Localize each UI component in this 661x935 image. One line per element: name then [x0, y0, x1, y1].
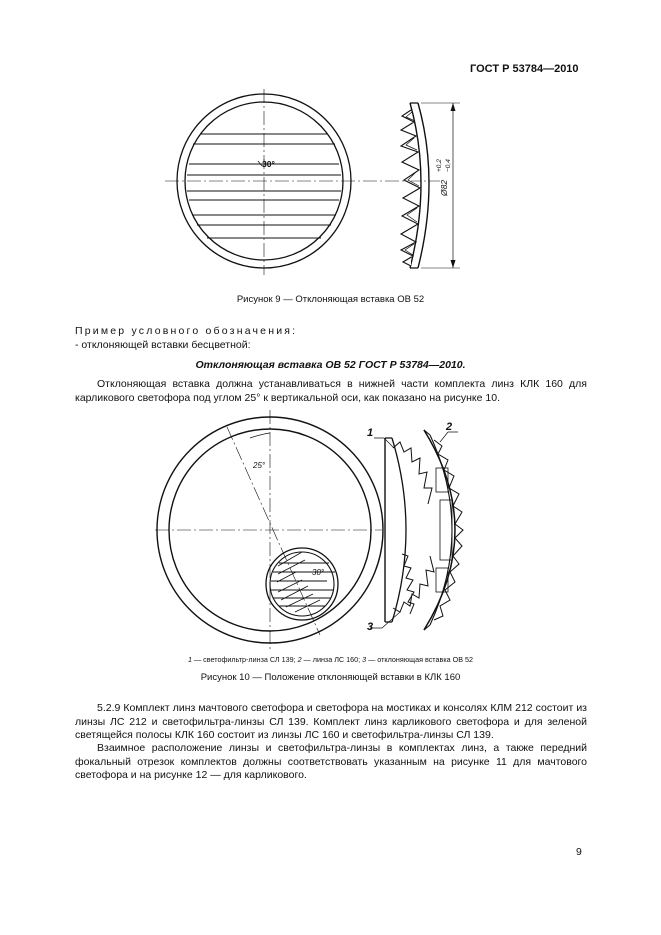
figure9-dimension-label: Ø82: [439, 179, 449, 196]
legend-number-1: 1: [187, 655, 192, 664]
figure10-front-view: [155, 410, 383, 650]
figure10-callout-2: 2: [446, 421, 453, 433]
figure10-side-view: [370, 430, 463, 630]
figure9-angle-label: 30°: [262, 159, 275, 169]
paragraph-installation: Отклоняющая вставка должна устанавливаться в нижней части комплекта линз КЛК 160 для карликового светофора под углом 25° к вертикальной оси, как показано на рисунке 10.: [75, 378, 587, 404]
legend-text-1: — светофильтр-линза СЛ 139;: [191, 655, 298, 664]
figure9-tolerance-lower: −0,4: [445, 159, 452, 172]
figure10-caption: Рисунок 10 — Положение отклоняющей вставки в КЛК 160: [200, 672, 461, 683]
example-designation: Отклоняющая вставка ОВ 52 ГОСТ Р 53784—2010.: [195, 359, 466, 371]
figure10-angle-30-label: 30°: [312, 568, 325, 577]
figure9-caption: Рисунок 9 — Отклоняющая вставка ОВ 52: [236, 294, 425, 305]
page-number: 9: [576, 846, 582, 858]
figure10-callout-1: 1: [367, 427, 374, 439]
example-item: - отклоняющей вставки бесцветной:: [75, 339, 251, 351]
document-header: ГОСТ Р 53784—2010: [470, 63, 579, 75]
paragraph-5-2-9: 5.2.9 Комплект линз мачтового светофора и светофора на мостиках и консолях КЛМ 212 состоит из линзы ЛС 212 и светофильтра-линзы СЛ 139. Комплект линз карликового светофора и для зеленой светящейся полосы КЛК 160 состоит из линзы ЛС 160 и светофильтра-линзы СЛ 139.: [75, 702, 587, 741]
legend-number-2: 2: [297, 655, 302, 664]
paragraph-arrangement: Взаимное расположение линзы и светофильтра-линзы в комплектах линз, а также передний фокальный отрезок комплектов должны соответствовать указанным на рисунке 11 для мачтового светофора и на рисунке 12 — для карликового.: [75, 742, 587, 781]
figure10-legend: [0, 655, 661, 664]
figure10-angle-25-label: 25°: [253, 461, 266, 470]
figure9-tolerance-upper: +0,2: [436, 159, 443, 172]
example-heading: Пример условного обозначения:: [75, 325, 298, 337]
figure9-front-view: [165, 89, 440, 275]
figure10-callout-3: 3: [367, 621, 374, 633]
legend-text-3: — отклоняющая вставка ОВ 52: [366, 655, 474, 664]
legend-text-2: — линза ЛС 160;: [301, 655, 363, 664]
figure9-side-view: [401, 103, 429, 268]
legend-number-3: 3: [362, 655, 367, 664]
